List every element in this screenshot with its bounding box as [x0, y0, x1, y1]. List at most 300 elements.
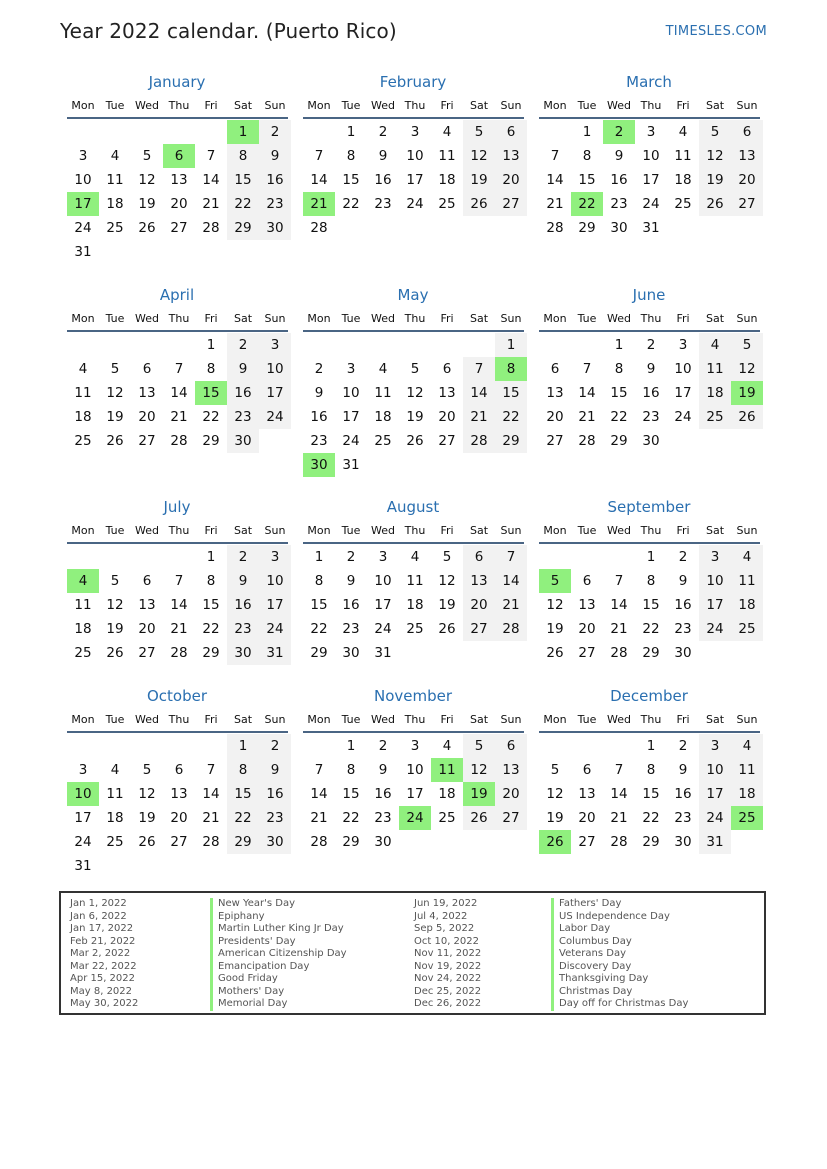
month-april: [67, 285, 291, 453]
legend-holiday-name: Mothers' Day: [210, 986, 347, 999]
holiday-day-cell: 11: [431, 758, 463, 782]
weekday-label: Mon: [307, 98, 331, 112]
day-cell: 8: [346, 148, 356, 164]
empty-day-cell: [195, 120, 227, 144]
day-cell: 7: [174, 361, 184, 377]
day-cell: 8: [314, 573, 324, 589]
week-row: [67, 120, 291, 144]
empty-day-cell: [731, 429, 763, 453]
day-cell: 16: [610, 172, 628, 188]
day-cell: 4: [442, 738, 452, 754]
day-cell: 17: [374, 597, 392, 613]
day-cell: 2: [378, 738, 388, 754]
holiday-day-cell: 5: [539, 569, 571, 593]
weekday-label: Wed: [607, 98, 631, 112]
day-cell: 20: [138, 621, 156, 637]
empty-day-cell: [463, 453, 495, 477]
empty-day-cell: [431, 453, 463, 477]
empty-day-cell: [367, 333, 399, 357]
day-cell: 2: [646, 337, 656, 353]
month-name: January: [148, 73, 206, 91]
week-row: [67, 617, 291, 641]
day-cell: 16: [227, 381, 259, 405]
empty-day-cell: [571, 734, 603, 758]
week-row: [67, 734, 291, 758]
day-cell: 12: [106, 385, 124, 401]
holiday-day-cell: 6: [163, 144, 195, 168]
week-row: [67, 192, 291, 216]
day-cell: 7: [582, 361, 592, 377]
day-cell: 14: [546, 172, 564, 188]
week-row: [539, 593, 763, 617]
day-cell: 1: [346, 124, 356, 140]
empty-day-cell: [539, 333, 571, 357]
day-cell: 13: [495, 758, 527, 782]
day-cell: 16: [374, 786, 392, 802]
empty-day-cell: [495, 830, 527, 854]
day-cell: 15: [495, 381, 527, 405]
legend-date: Jun 19, 2022: [414, 898, 478, 909]
day-cell: 17: [259, 593, 291, 617]
weekday-label: Tue: [105, 98, 125, 112]
day-cell: 5: [463, 734, 495, 758]
month-october: [67, 686, 291, 878]
day-cell: 22: [227, 806, 259, 830]
weekday-header: [303, 306, 527, 330]
header-rule: [303, 731, 524, 733]
month-name: August: [386, 498, 440, 516]
weekday-label: Wed: [607, 712, 631, 726]
week-row: [67, 806, 291, 830]
day-cell: 5: [442, 549, 452, 565]
day-cell: 18: [674, 172, 692, 188]
month-november: [303, 686, 527, 854]
week-row: [303, 830, 527, 854]
day-cell: 19: [138, 810, 156, 826]
day-cell: 22: [495, 405, 527, 429]
day-cell: 4: [110, 148, 120, 164]
month-name: June: [632, 286, 666, 304]
day-cell: 12: [731, 357, 763, 381]
empty-day-cell: [731, 216, 763, 240]
week-row: [67, 758, 291, 782]
day-cell: 22: [642, 621, 660, 637]
day-cell: 3: [699, 545, 731, 569]
day-cell: 31: [259, 641, 291, 665]
day-cell: 18: [731, 593, 763, 617]
week-row: [539, 120, 763, 144]
day-cell: 3: [378, 549, 388, 565]
day-cell: 28: [170, 645, 188, 661]
weekday-label: Thu: [640, 98, 662, 112]
holiday-day-cell: 21: [303, 192, 335, 216]
weekday-label: Thu: [640, 712, 662, 726]
day-cell: 3: [346, 361, 356, 377]
legend-left-names: [210, 898, 347, 1011]
day-cell: 25: [74, 645, 92, 661]
month-name: December: [610, 687, 688, 705]
empty-day-cell: [195, 854, 227, 878]
day-cell: 13: [731, 144, 763, 168]
weekday-label: Sun: [500, 98, 522, 112]
legend-holiday-name: Memorial Day: [210, 998, 347, 1011]
legend-date: May 30, 2022: [70, 998, 139, 1009]
day-cell: 11: [438, 148, 456, 164]
weekday-label: Sun: [736, 98, 758, 112]
day-cell: 26: [406, 433, 424, 449]
legend-holiday-name: Presidents' Day: [210, 936, 347, 949]
day-cell: 13: [170, 786, 188, 802]
day-cell: 2: [378, 124, 388, 140]
empty-day-cell: [131, 120, 163, 144]
weekday-label: Mon: [71, 98, 95, 112]
day-cell: 8: [646, 762, 656, 778]
day-cell: 20: [731, 168, 763, 192]
day-cell: 30: [674, 645, 692, 661]
day-cell: 24: [642, 196, 660, 212]
day-cell: 24: [699, 617, 731, 641]
month-name: July: [163, 498, 191, 516]
day-cell: 10: [642, 148, 660, 164]
weekday-label: Sun: [736, 523, 758, 537]
week-row: [303, 641, 527, 665]
empty-day-cell: [667, 216, 699, 240]
day-cell: 28: [546, 220, 564, 236]
day-cell: 22: [202, 621, 220, 637]
day-cell: 27: [546, 433, 564, 449]
legend-holiday-name: Martin Luther King Jr Day: [210, 923, 347, 936]
day-cell: 17: [699, 593, 731, 617]
month-december: [539, 686, 763, 854]
day-cell: 29: [202, 433, 220, 449]
day-cell: 30: [259, 830, 291, 854]
week-row: [67, 405, 291, 429]
weekday-label: Sat: [469, 98, 489, 112]
empty-day-cell: [399, 453, 431, 477]
weekday-label: Sun: [500, 712, 522, 726]
day-cell: 10: [406, 148, 424, 164]
day-cell: 29: [578, 220, 596, 236]
weekday-label: Fri: [440, 523, 454, 537]
day-cell: 24: [406, 196, 424, 212]
site-brand-link[interactable]: TIMESLES.COM: [665, 24, 767, 39]
day-cell: 3: [410, 124, 420, 140]
empty-day-cell: [227, 854, 259, 878]
day-cell: 15: [642, 786, 660, 802]
legend-holiday-name: Labor Day: [551, 923, 688, 936]
day-cell: 16: [227, 593, 259, 617]
day-cell: 14: [310, 786, 328, 802]
day-cell: 17: [406, 786, 424, 802]
empty-day-cell: [539, 120, 571, 144]
day-cell: 19: [699, 168, 731, 192]
day-cell: 12: [406, 385, 424, 401]
legend-holiday-name: Thanksgiving Day: [551, 973, 688, 986]
holiday-day-cell: 22: [571, 192, 603, 216]
day-cell: 6: [582, 573, 592, 589]
day-cell: 26: [731, 405, 763, 429]
day-cell: 14: [310, 172, 328, 188]
legend-holiday-name: Columbus Day: [551, 936, 688, 949]
week-row: [303, 216, 527, 240]
weekday-label: Fri: [676, 98, 690, 112]
weekday-label: Fri: [440, 311, 454, 325]
legend-date: Nov 19, 2022: [414, 960, 482, 972]
day-cell: 5: [110, 573, 120, 589]
day-cell: 13: [546, 385, 564, 401]
weekday-label: Sat: [705, 523, 725, 537]
weekday-label: Fri: [676, 523, 690, 537]
day-cell: 25: [699, 405, 731, 429]
month-march: [539, 72, 763, 240]
day-cell: 17: [342, 409, 360, 425]
day-cell: 25: [731, 617, 763, 641]
day-cell: 7: [174, 573, 184, 589]
day-cell: 17: [674, 385, 692, 401]
day-cell: 15: [610, 385, 628, 401]
day-cell: 17: [406, 172, 424, 188]
day-cell: 16: [674, 597, 692, 613]
weekday-label: Thu: [404, 98, 426, 112]
day-cell: 16: [259, 168, 291, 192]
day-cell: 2: [259, 120, 291, 144]
day-cell: 11: [674, 148, 692, 164]
day-cell: 27: [438, 433, 456, 449]
weekday-label: Sun: [500, 523, 522, 537]
weekday-label: Fri: [204, 523, 218, 537]
day-cell: 2: [314, 361, 324, 377]
weekday-label: Thu: [168, 523, 190, 537]
week-row: [303, 168, 527, 192]
day-cell: 27: [138, 433, 156, 449]
weekday-label: Mon: [543, 523, 567, 537]
day-cell: 25: [406, 621, 424, 637]
week-row: [303, 120, 527, 144]
day-cell: 23: [342, 621, 360, 637]
weekday-header: [67, 306, 291, 330]
day-cell: 11: [374, 385, 392, 401]
day-cell: 14: [610, 597, 628, 613]
weekday-header: [303, 93, 527, 117]
week-row: [539, 569, 763, 593]
day-cell: 7: [463, 357, 495, 381]
day-cell: 23: [642, 409, 660, 425]
weekday-label: Sat: [469, 523, 489, 537]
day-cell: 14: [578, 385, 596, 401]
weekday-label: Fri: [440, 98, 454, 112]
day-cell: 23: [674, 621, 692, 637]
day-cell: 11: [106, 786, 124, 802]
day-cell: 7: [314, 762, 324, 778]
day-cell: 26: [106, 645, 124, 661]
day-cell: 26: [138, 220, 156, 236]
empty-day-cell: [67, 120, 99, 144]
holiday-day-cell: 19: [463, 782, 495, 806]
weekday-label: Sat: [233, 98, 253, 112]
day-cell: 20: [138, 409, 156, 425]
day-cell: 16: [259, 782, 291, 806]
header-rule: [303, 330, 524, 332]
empty-day-cell: [227, 240, 259, 264]
day-cell: 30: [374, 834, 392, 850]
weekday-label: Fri: [204, 712, 218, 726]
day-cell: 14: [495, 569, 527, 593]
week-row: [539, 405, 763, 429]
day-cell: 12: [106, 597, 124, 613]
empty-day-cell: [195, 240, 227, 264]
week-row: [67, 240, 291, 264]
day-cell: 14: [202, 786, 220, 802]
day-cell: 29: [227, 830, 259, 854]
day-cell: 25: [106, 834, 124, 850]
holiday-day-cell: 10: [67, 782, 99, 806]
empty-day-cell: [99, 734, 131, 758]
day-cell: 1: [314, 549, 324, 565]
header-rule: [303, 542, 524, 544]
weekday-label: Fri: [204, 98, 218, 112]
weekday-label: Mon: [543, 98, 567, 112]
header-rule: [539, 330, 760, 332]
day-cell: 29: [202, 645, 220, 661]
day-cell: 18: [74, 409, 92, 425]
legend-date: Dec 26, 2022: [414, 998, 482, 1009]
day-cell: 19: [546, 810, 564, 826]
week-row: [303, 144, 527, 168]
day-cell: 6: [731, 120, 763, 144]
empty-day-cell: [67, 734, 99, 758]
day-cell: 19: [406, 409, 424, 425]
day-cell: 16: [310, 409, 328, 425]
day-cell: 14: [202, 172, 220, 188]
day-cell: 20: [546, 409, 564, 425]
holiday-day-cell: 30: [303, 453, 335, 477]
empty-day-cell: [731, 641, 763, 665]
day-cell: 20: [578, 621, 596, 637]
weekday-label: Wed: [607, 311, 631, 325]
month-january: [67, 72, 291, 264]
day-cell: 7: [550, 148, 560, 164]
week-row: [67, 216, 291, 240]
day-cell: 21: [495, 593, 527, 617]
empty-day-cell: [463, 641, 495, 665]
day-cell: 11: [731, 758, 763, 782]
day-cell: 9: [259, 758, 291, 782]
day-cell: 5: [142, 148, 152, 164]
weekday-label: Fri: [440, 712, 454, 726]
day-cell: 20: [170, 196, 188, 212]
day-cell: 22: [310, 621, 328, 637]
day-cell: 24: [342, 433, 360, 449]
day-cell: 19: [106, 409, 124, 425]
day-cell: 25: [74, 433, 92, 449]
day-cell: 10: [699, 569, 731, 593]
empty-day-cell: [163, 240, 195, 264]
weekday-label: Wed: [135, 523, 159, 537]
day-cell: 15: [578, 172, 596, 188]
empty-day-cell: [495, 641, 527, 665]
day-cell: 7: [614, 573, 624, 589]
legend-date: Feb 21, 2022: [70, 935, 136, 947]
week-row: [539, 381, 763, 405]
empty-day-cell: [163, 333, 195, 357]
empty-day-cell: [131, 333, 163, 357]
week-row: [539, 216, 763, 240]
empty-day-cell: [99, 120, 131, 144]
week-row: [67, 429, 291, 453]
day-cell: 4: [410, 549, 420, 565]
week-row: [539, 192, 763, 216]
legend-holiday-name: New Year's Day: [210, 898, 347, 911]
week-row: [67, 545, 291, 569]
weekday-label: Sat: [233, 311, 253, 325]
weekday-label: Tue: [577, 311, 597, 325]
day-cell: 10: [406, 762, 424, 778]
day-cell: 1: [206, 337, 216, 353]
weekday-label: Sun: [264, 98, 286, 112]
month-name: October: [146, 687, 208, 705]
empty-day-cell: [431, 830, 463, 854]
day-cell: 25: [438, 196, 456, 212]
day-cell: 9: [646, 361, 656, 377]
day-cell: 4: [442, 124, 452, 140]
empty-day-cell: [131, 545, 163, 569]
day-cell: 11: [406, 573, 424, 589]
weekday-label: Thu: [404, 523, 426, 537]
weekday-label: Thu: [640, 523, 662, 537]
empty-day-cell: [195, 734, 227, 758]
day-cell: 22: [642, 810, 660, 826]
day-cell: 22: [202, 409, 220, 425]
week-row: [303, 569, 527, 593]
day-cell: 1: [346, 738, 356, 754]
day-cell: 18: [106, 810, 124, 826]
weekday-label: Tue: [105, 523, 125, 537]
empty-day-cell: [99, 545, 131, 569]
weekday-label: Mon: [307, 311, 331, 325]
week-row: [303, 192, 527, 216]
day-cell: 16: [642, 385, 660, 401]
weekday-label: Sun: [264, 712, 286, 726]
legend-right-names: [551, 898, 688, 1011]
day-cell: 13: [463, 569, 495, 593]
header-rule: [303, 117, 524, 119]
day-cell: 4: [678, 124, 688, 140]
day-cell: 31: [642, 220, 660, 236]
weekday-header: [303, 518, 527, 542]
day-cell: 19: [438, 597, 456, 613]
week-row: [67, 168, 291, 192]
day-cell: 27: [578, 834, 596, 850]
weekday-header: [303, 707, 527, 731]
day-cell: 6: [142, 361, 152, 377]
day-cell: 9: [378, 148, 388, 164]
day-cell: 18: [438, 786, 456, 802]
weekday-header: [67, 707, 291, 731]
weekday-label: Wed: [135, 712, 159, 726]
week-row: [303, 357, 527, 381]
week-row: [303, 381, 527, 405]
day-cell: 6: [550, 361, 560, 377]
day-cell: 7: [206, 148, 216, 164]
empty-day-cell: [131, 854, 163, 878]
day-cell: 8: [582, 148, 592, 164]
day-cell: 11: [74, 597, 92, 613]
day-cell: 10: [259, 357, 291, 381]
day-cell: 23: [227, 617, 259, 641]
legend-holiday-name: US Independence Day: [551, 911, 688, 924]
day-cell: 28: [310, 220, 328, 236]
day-cell: 5: [142, 762, 152, 778]
